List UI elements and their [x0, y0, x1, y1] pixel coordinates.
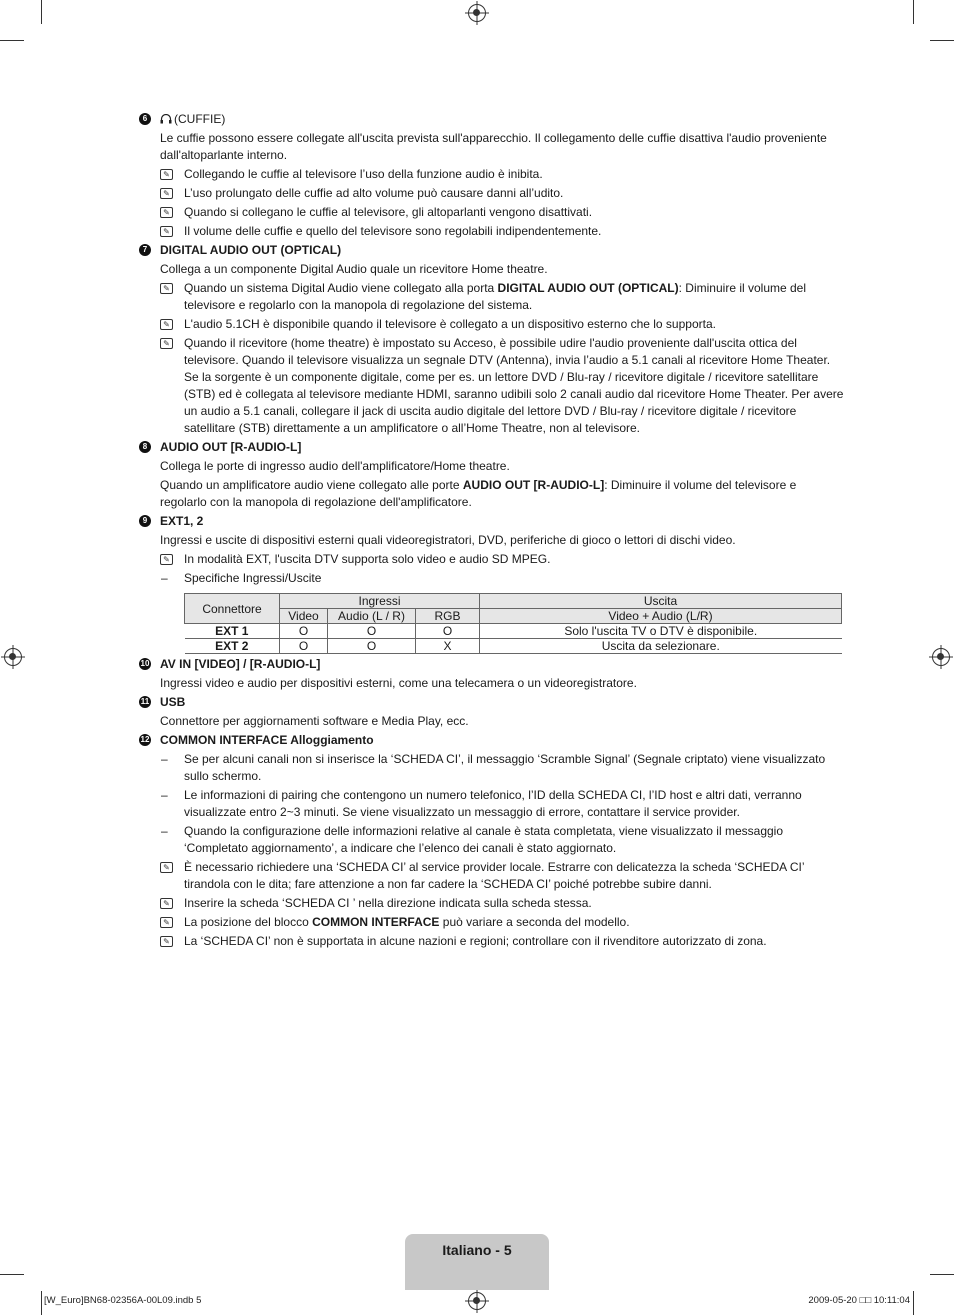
registration-mark-icon [468, 1292, 486, 1310]
note: ✎ La posizione del blocco COMMON INTERFACE può variare a seconda del modello. [160, 914, 844, 931]
table-header: Connettore [185, 594, 280, 624]
print-slug-left: [W_Euro]BN68-02356A-00L09.indb 5 [44, 1295, 202, 1306]
section-title: COMMON INTERFACE Alloggiamento [160, 733, 374, 747]
note-icon: ✎ [160, 283, 173, 294]
section-title: EXT1, 2 [160, 514, 204, 528]
note: ✎ Collegando le cuffie al televisore l’uso della funzione audio è inibita. [160, 166, 844, 183]
section-title: AUDIO OUT [R-AUDIO-L] [160, 440, 302, 454]
section-number: 9 [139, 515, 151, 527]
section-text: Le cuffie possono essere collegate all'uscita prevista sull'apparecchio. Il collegamento delle cuffie disattiva l'audio proveniente dall'altoparlante interno. [160, 131, 827, 162]
note: ✎ È necessario richiedere una ‘SCHEDA CI’ al service provider locale. Estrarre con delicatezza la scheda ‘SCHEDA CI’ tirandola con le dita; fare attenzione a non far cadere la ‘SCHEDA CI’ poiché potrebbe subire danni. [160, 859, 844, 893]
section-number: 10 [140, 659, 150, 668]
section-ext [139, 513, 844, 587]
section-usb [139, 694, 844, 730]
section-audio-out [139, 439, 844, 511]
registration-mark-icon [4, 648, 22, 666]
note-icon: ✎ [160, 554, 173, 565]
dash-item: – Quando la configurazione delle informazioni relative al canale è stata completata, viene visualizzato il messaggio ‘Completato aggiornamento’, a indicare che l’elenco dei canali è stato aggiornato. [161, 824, 784, 855]
io-spec-table [184, 593, 842, 654]
headphones-icon [160, 114, 172, 124]
note: ✎ L'audio 5.1CH è disponibile quando il televisore è collegato a un dispositivo esterno che lo supporta. [160, 316, 844, 333]
note-icon: ✎ [160, 207, 173, 218]
dash-item: – Specifiche Ingressi/Uscite [161, 571, 322, 585]
note-icon: ✎ [160, 169, 173, 180]
note: ✎ L’uso prolungato delle cuffie ad alto volume può causare danni all’udito. [160, 185, 844, 202]
note: ✎ In modalità EXT, l'uscita DTV supporta solo video e audio SD MPEG. [160, 551, 844, 568]
note-icon: ✎ [160, 226, 173, 237]
section-title: USB [160, 695, 186, 709]
table-header: Audio (L / R) [328, 609, 416, 624]
section-text: Ingressi e uscite di dispositivi esterni quali videoregistratori, DVD, periferiche di gioco o lettori di dischi video. [160, 533, 736, 547]
note-icon: ✎ [160, 936, 173, 947]
table-header: Uscita [480, 594, 842, 609]
section-cuffie [139, 111, 844, 240]
section-digital-audio-out [139, 242, 844, 437]
section-text: Connettore per aggiornamenti software e Media Play, ecc. [160, 714, 469, 728]
dash-item: – Se per alcuni canali non si inserisce la ‘SCHEDA CI’, il messaggio ‘Scramble Signal’ (Segnale criptato) viene visualizzato sullo schermo. [161, 752, 826, 783]
note-icon: ✎ [160, 917, 173, 928]
table-header: Ingressi [280, 594, 480, 609]
note: ✎ Il volume delle cuffie e quello del televisore sono regolabili indipendentemente. [160, 223, 844, 240]
registration-mark-icon [932, 648, 950, 666]
page-content [139, 111, 844, 950]
table-header: RGB [416, 609, 480, 624]
section-text: Quando un amplificatore audio viene collegato alle porte AUDIO OUT [R-AUDIO-L]: Diminuire il volume del televisore e regolarlo con la manopola di regolazione dell'amplificatore. [160, 478, 797, 509]
section-common-interface [139, 732, 844, 950]
note-icon: ✎ [160, 862, 173, 873]
note: ✎ Quando un sistema Digital Audio viene collegato alla porta DIGITAL AUDIO OUT (OPTICAL): Diminuire il volume del televisore e regolarlo con la manopola di regolazione del sistema. [160, 280, 844, 314]
note: ✎ Quando si collegano le cuffie al televisore, gli altoparlanti vengono disattivati. [160, 204, 844, 221]
note-icon: ✎ [160, 898, 173, 909]
note-icon: ✎ [160, 338, 173, 349]
section-number: 8 [139, 441, 151, 453]
section-number: 7 [139, 244, 151, 256]
page-number-tab [405, 1234, 549, 1290]
section-number: 6 [139, 113, 151, 125]
section-av-in [139, 656, 844, 692]
table-header: Video + Audio (L/R) [480, 609, 842, 624]
page-label: Italiano - 5 [442, 1242, 512, 1258]
note-icon: ✎ [160, 188, 173, 199]
section-title: (CUFFIE) [174, 112, 226, 126]
section-title: DIGITAL AUDIO OUT (OPTICAL) [160, 243, 342, 257]
note-icon: ✎ [160, 319, 173, 330]
section-number: 11 [140, 697, 150, 706]
table-header: Video [280, 609, 328, 624]
print-slug-right: 2009-05-20 □□ 10:11:04 [808, 1295, 910, 1306]
section-number: 12 [140, 735, 150, 744]
dash-item: – Le informazioni di pairing che contengono un numero telefonico, l’ID della SCHEDA CI, l’ID host e altri dati, verranno visualizzate entro 2~3 minuti. Se viene visualizzato un messaggio di errore, contattare il service provider. [161, 788, 802, 819]
registration-mark-icon [468, 4, 486, 22]
section-title: AV IN [VIDEO] / [R-AUDIO-L] [160, 657, 321, 671]
section-text: Collega le porte di ingresso audio dell'amplificatore/Home theatre. [160, 459, 510, 473]
section-text: Ingressi video e audio per dispositivi esterni, come una telecamera o un videoregistratore. [160, 676, 637, 690]
note: ✎ Inserire la scheda ‘SCHEDA CI ’ nella direzione indicata sulla scheda stessa. [160, 895, 844, 912]
note: ✎ La ‘SCHEDA CI’ non è supportata in alcune nazioni e regioni; controllare con il rivenditore autorizzato di zona. [160, 933, 844, 950]
table-row: EXT 1 O O O Solo l'uscita TV o DTV è disponibile. [185, 624, 842, 639]
section-text: Collega a un componente Digital Audio quale un ricevitore Home theatre. [160, 262, 548, 276]
table-row: EXT 2 O O X Uscita da selezionare. [185, 639, 842, 654]
note: ✎ Quando il ricevitore (home theatre) è impostato su Acceso, è possibile udire l'audio proveniente dall'uscita ottica del televisore. Quando il televisore visualizza un segnale DTV (Antenna), invia l’audio a 5.1 canali al ricevitore Home Theater. Se la sorgente è un componente digitale, come per es. un lettore DVD / Blu-ray / ricevitore digitale / ricevitore satellitare (STB) ed è collegata al televisore mediante HDMI, saranno udibili solo 2 canali audio dal ricevitore Home Theater. Per avere un audio a 5.1 canali, collegare il jack di uscita audio digitale del lettore DVD / Blu-ray / ricevitore digitale / ricevitore satellitare (STB) direttamente a un amplificatore o all’Home Theatre, non al televisore. [160, 335, 844, 437]
